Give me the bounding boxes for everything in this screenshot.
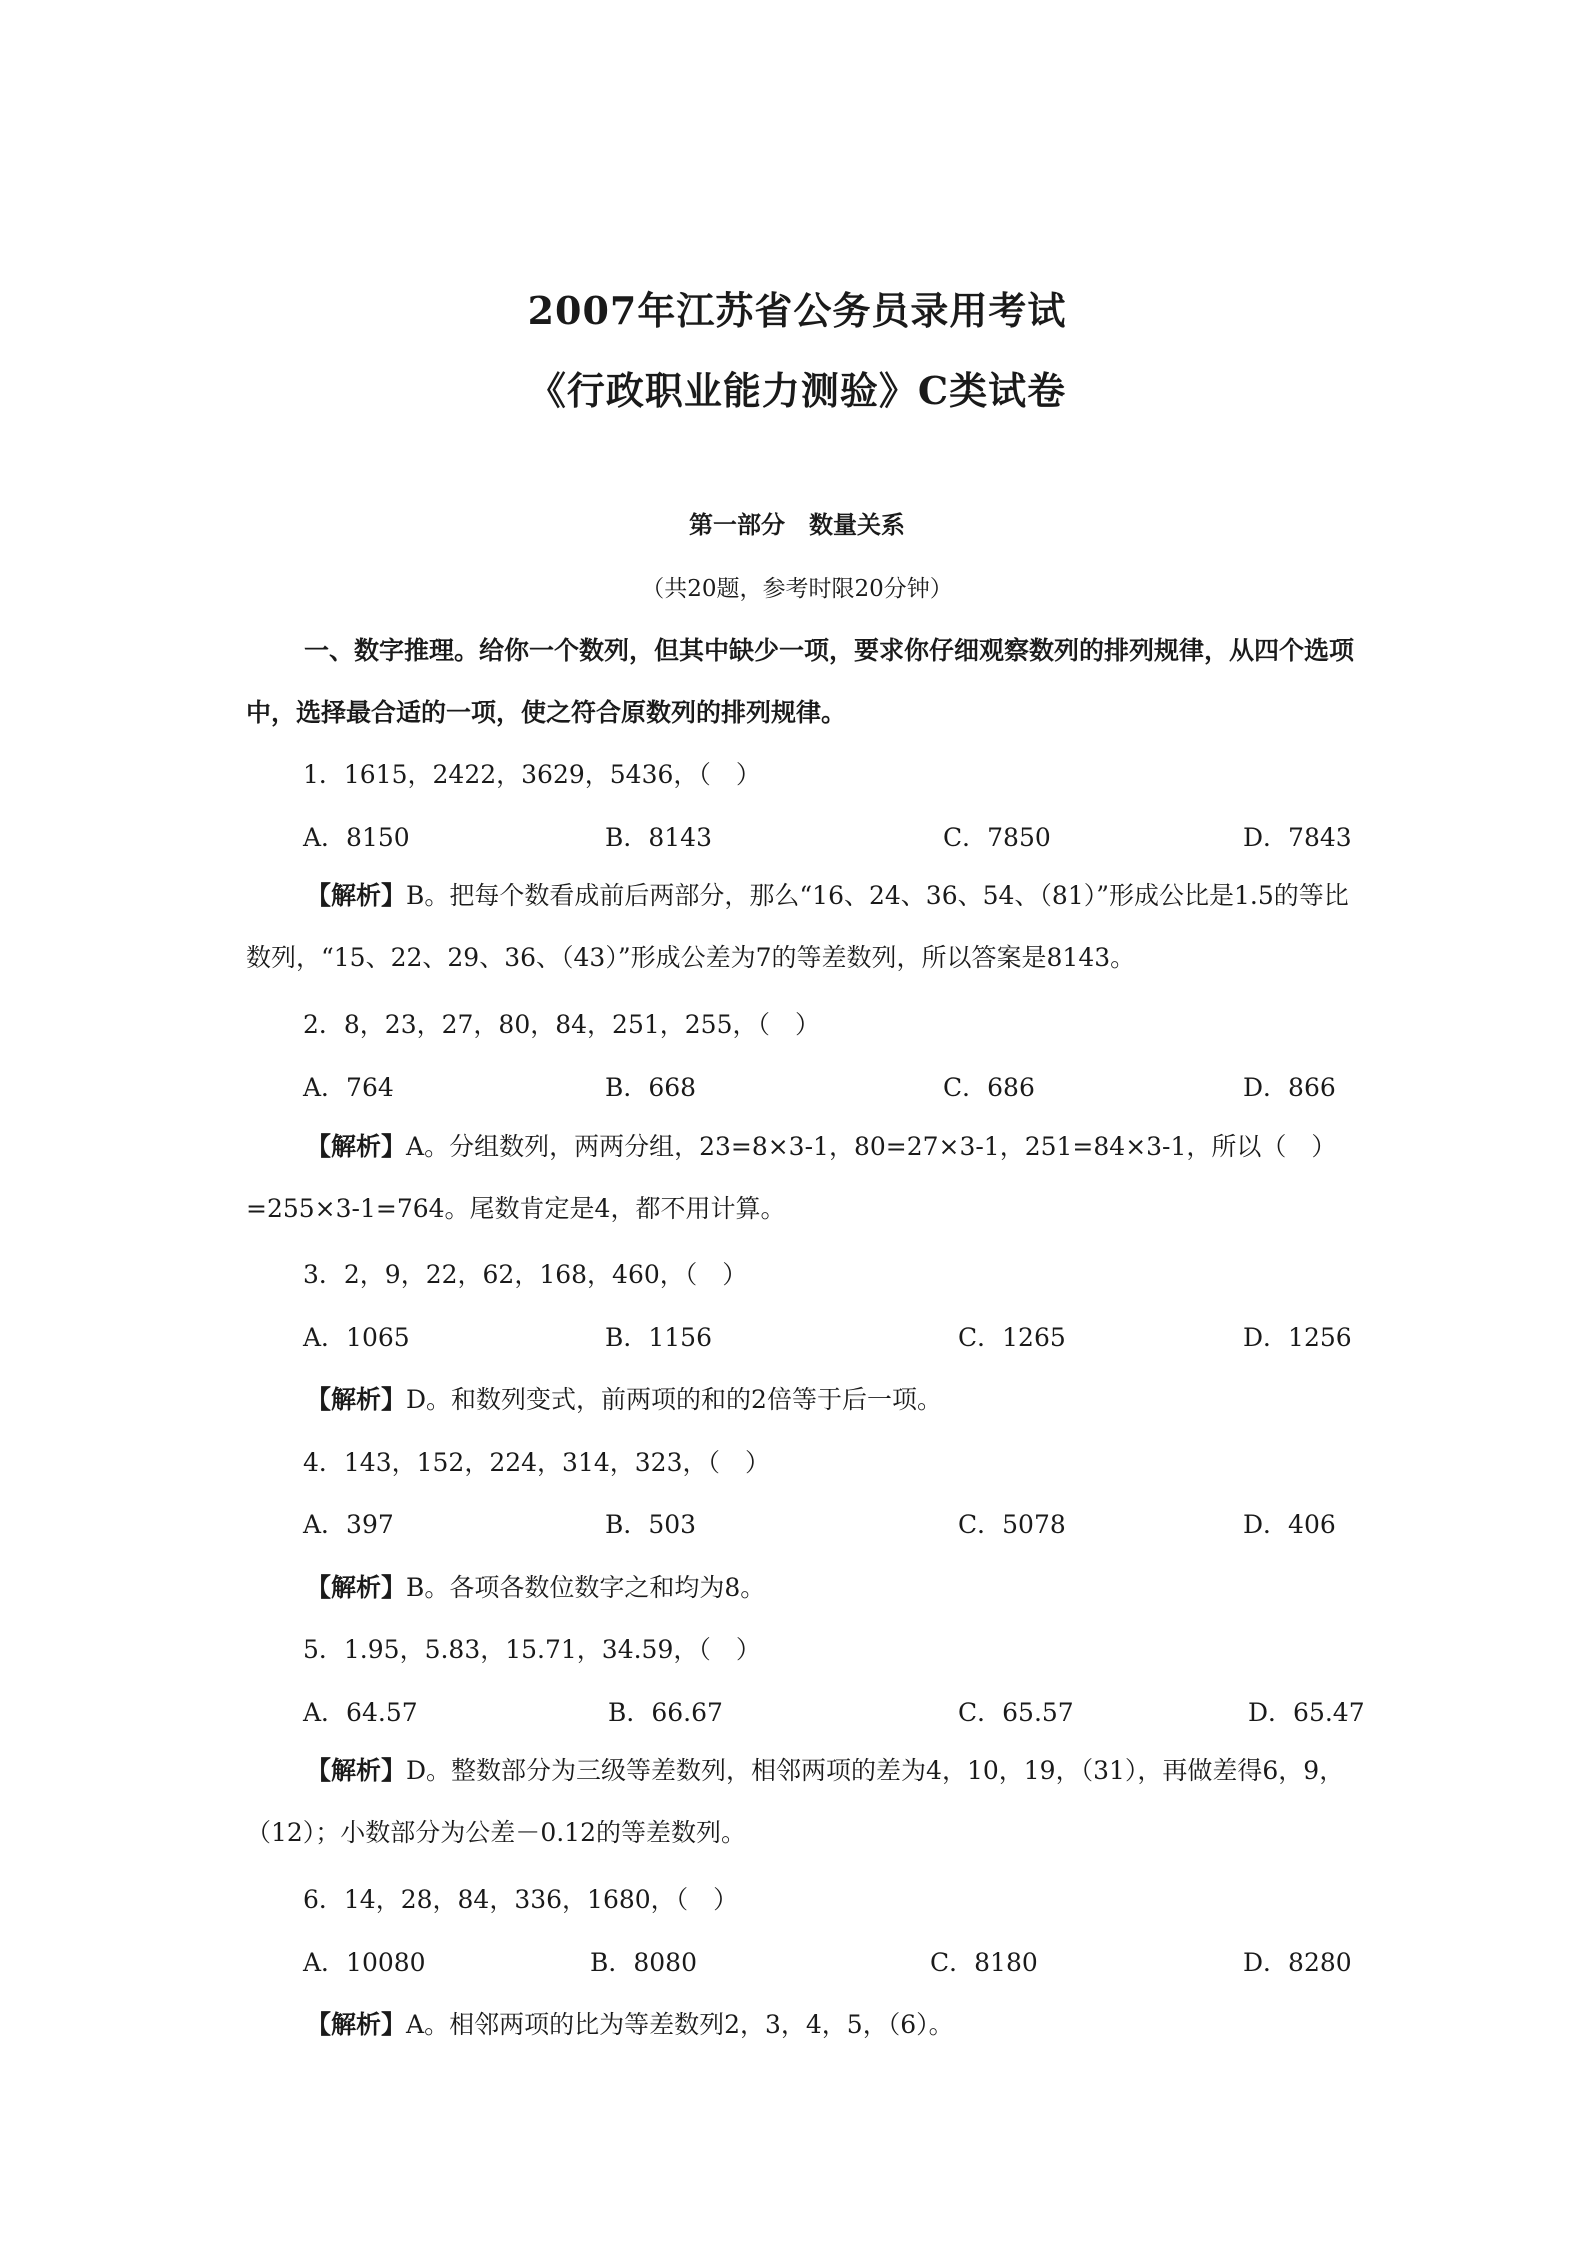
question-2-option-b: B．668 [605, 1073, 697, 1102]
analysis-tag: 【解析】 [306, 1385, 407, 1414]
question-4-analysis [306, 1568, 1416, 1604]
question-6-option-a: A．10080 [303, 1948, 426, 1977]
section-heading: 第一部分 数量关系 [689, 510, 905, 539]
question-3-option-b: B．1156 [605, 1323, 712, 1352]
question-2-option-a: A．764 [303, 1073, 394, 1102]
question-3-option-c: C．1265 [958, 1323, 1066, 1352]
analysis-tag: 【解析】 [306, 1573, 407, 1602]
question-3-analysis [306, 1380, 1416, 1416]
question-1-option-a: A．8150 [303, 823, 410, 852]
question-1-option-c: C．7850 [943, 823, 1051, 852]
question-5-stem: 5．1.95，5.83，15.71，34.59，（ ） [303, 1635, 761, 1664]
question-2-analysis-text: A。分组数列，两两分组，23=8×3-1，80=27×3-1，251=84×3-1，所以（ ）=255×3-1=764。尾数肯定是4，都不用计算。 [246, 1132, 1337, 1223]
exam-subtitle: 《行政职业能力测验》C类试卷 [527, 368, 1067, 413]
question-5-option-a: A．64.57 [303, 1698, 418, 1727]
question-6-analysis-text: A。相邻两项的比为等差数列2，3，4，5，（6）。 [406, 2010, 954, 2039]
question-5-analysis-text: D。整数部分为三级等差数列，相邻两项的差为4，10，19，（31），再做差得6，9，（12）；小数部分为公差－0.12的等差数列。 [246, 1756, 1345, 1847]
question-4-option-d: D．406 [1243, 1510, 1336, 1539]
question-6-option-b: B．8080 [590, 1948, 697, 1977]
section-note: （共20题，参考时限20分钟） [641, 576, 953, 602]
question-2-option-d: D．866 [1243, 1073, 1336, 1102]
question-1-stem: 1．1615，2422，3629，5436，（ ） [303, 760, 761, 789]
question-6-option-d: D．8280 [1243, 1948, 1352, 1977]
question-4-analysis-text: B。各项各数位数字之和均为8。 [406, 1573, 766, 1602]
question-1-option-b: B．8143 [605, 823, 712, 852]
question-5-analysis [246, 1740, 1356, 1864]
question-4-option-c: C．5078 [958, 1510, 1066, 1539]
question-2-analysis [246, 1116, 1356, 1240]
analysis-tag: 【解析】 [306, 1132, 407, 1161]
question-1-analysis-text: B。把每个数看成前后两部分，那么“16、24、36、54、（81）”形成公比是1.5的等比数列，“15、22、29、36、（43）”形成公差为7的等差数列，所以答案是8143。 [246, 881, 1349, 972]
question-6-analysis [306, 2005, 1416, 2041]
question-3-analysis-text: D。和数列变式，前两项的和的2倍等于后一项。 [406, 1385, 942, 1414]
question-3-option-a: A．1065 [303, 1323, 410, 1352]
question-6-option-c: C．8180 [930, 1948, 1038, 1977]
question-2-stem: 2．8，23，27，80，84，251，255，（ ） [303, 1010, 820, 1039]
question-2-option-c: C．686 [943, 1073, 1035, 1102]
analysis-tag: 【解析】 [306, 881, 407, 910]
question-6-stem: 6．14，28，84，336，1680，（ ） [303, 1885, 739, 1914]
question-1-option-d: D．7843 [1243, 823, 1352, 852]
question-1-analysis [246, 865, 1356, 989]
question-5-option-c: C．65.57 [958, 1698, 1074, 1727]
question-5-option-d: D．65.47 [1248, 1698, 1365, 1727]
question-4-stem: 4．143，152，224，314，323，（ ） [303, 1448, 770, 1477]
question-4-option-a: A．397 [303, 1510, 394, 1539]
exam-title: 2007年江苏省公务员录用考试 [527, 288, 1067, 333]
analysis-tag: 【解析】 [306, 2010, 407, 2039]
question-5-option-b: B．66.67 [608, 1698, 723, 1727]
question-3-stem: 3．2，9，22，62，168，460，（ ） [303, 1260, 748, 1289]
question-4-option-b: B．503 [605, 1510, 697, 1539]
question-3-option-d: D．1256 [1243, 1323, 1352, 1352]
instructions: 一、数字推理。给你一个数列，但其中缺少一项，要求你仔细观察数列的排列规律，从四个选项中，选择最合适的一项，使之符合原数列的排列规律。 [246, 636, 1355, 727]
analysis-tag: 【解析】 [306, 1756, 407, 1785]
